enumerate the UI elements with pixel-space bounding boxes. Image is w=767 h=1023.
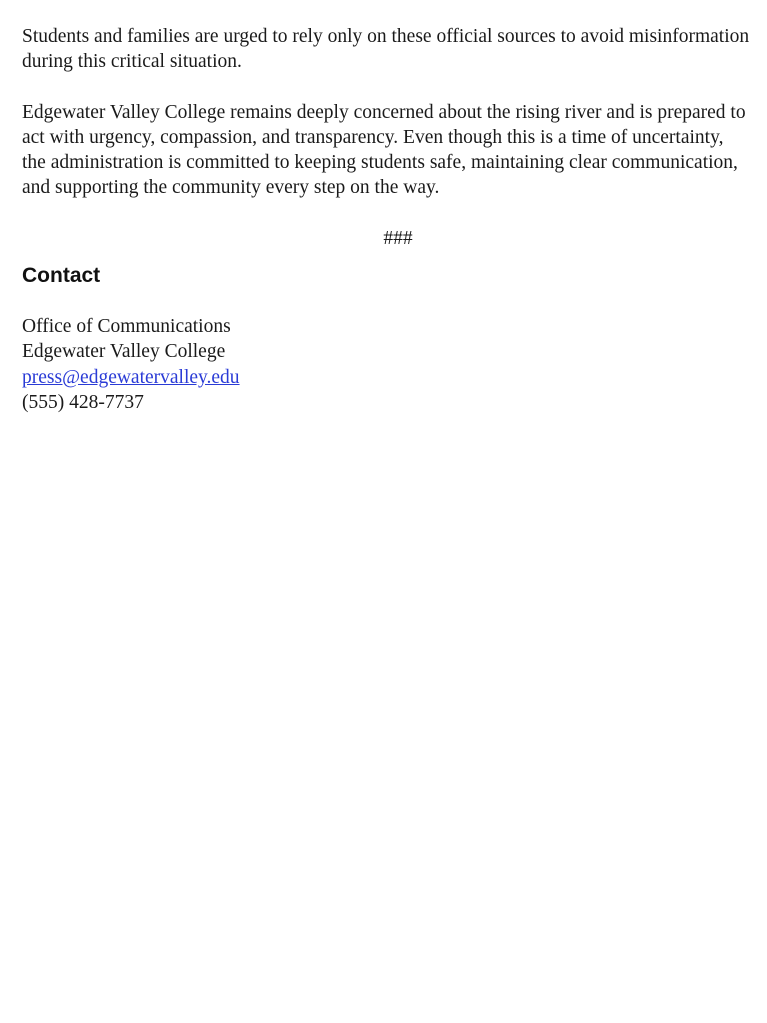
body-paragraph-commitment: Edgewater Valley College remains deeply concerned about the rising river and is prepared to act with urgency, compassion, and transparency. Even though this is a time of uncertainty, the administration is committed to keeping students safe, maintaining clear communication, and supporting the community every step on the way.: [22, 101, 746, 199]
body-paragraph-sources: Students and families are urged to rely only on these official sources to avoid misinformation during this critical situation.: [22, 26, 750, 73]
contact-institution: Edgewater Valley College: [22, 341, 226, 363]
contact-phone: (555) 428-7737: [22, 391, 144, 413]
contact-details: [22, 314, 752, 415]
contact-email-link[interactable]: press@edgewatervalley.edu: [22, 366, 240, 388]
end-of-release-marker: ###: [383, 227, 413, 249]
contact-office: Office of Communications: [22, 316, 231, 338]
contact-heading: Contact: [22, 264, 101, 288]
press-release-page: [22, 24, 752, 415]
